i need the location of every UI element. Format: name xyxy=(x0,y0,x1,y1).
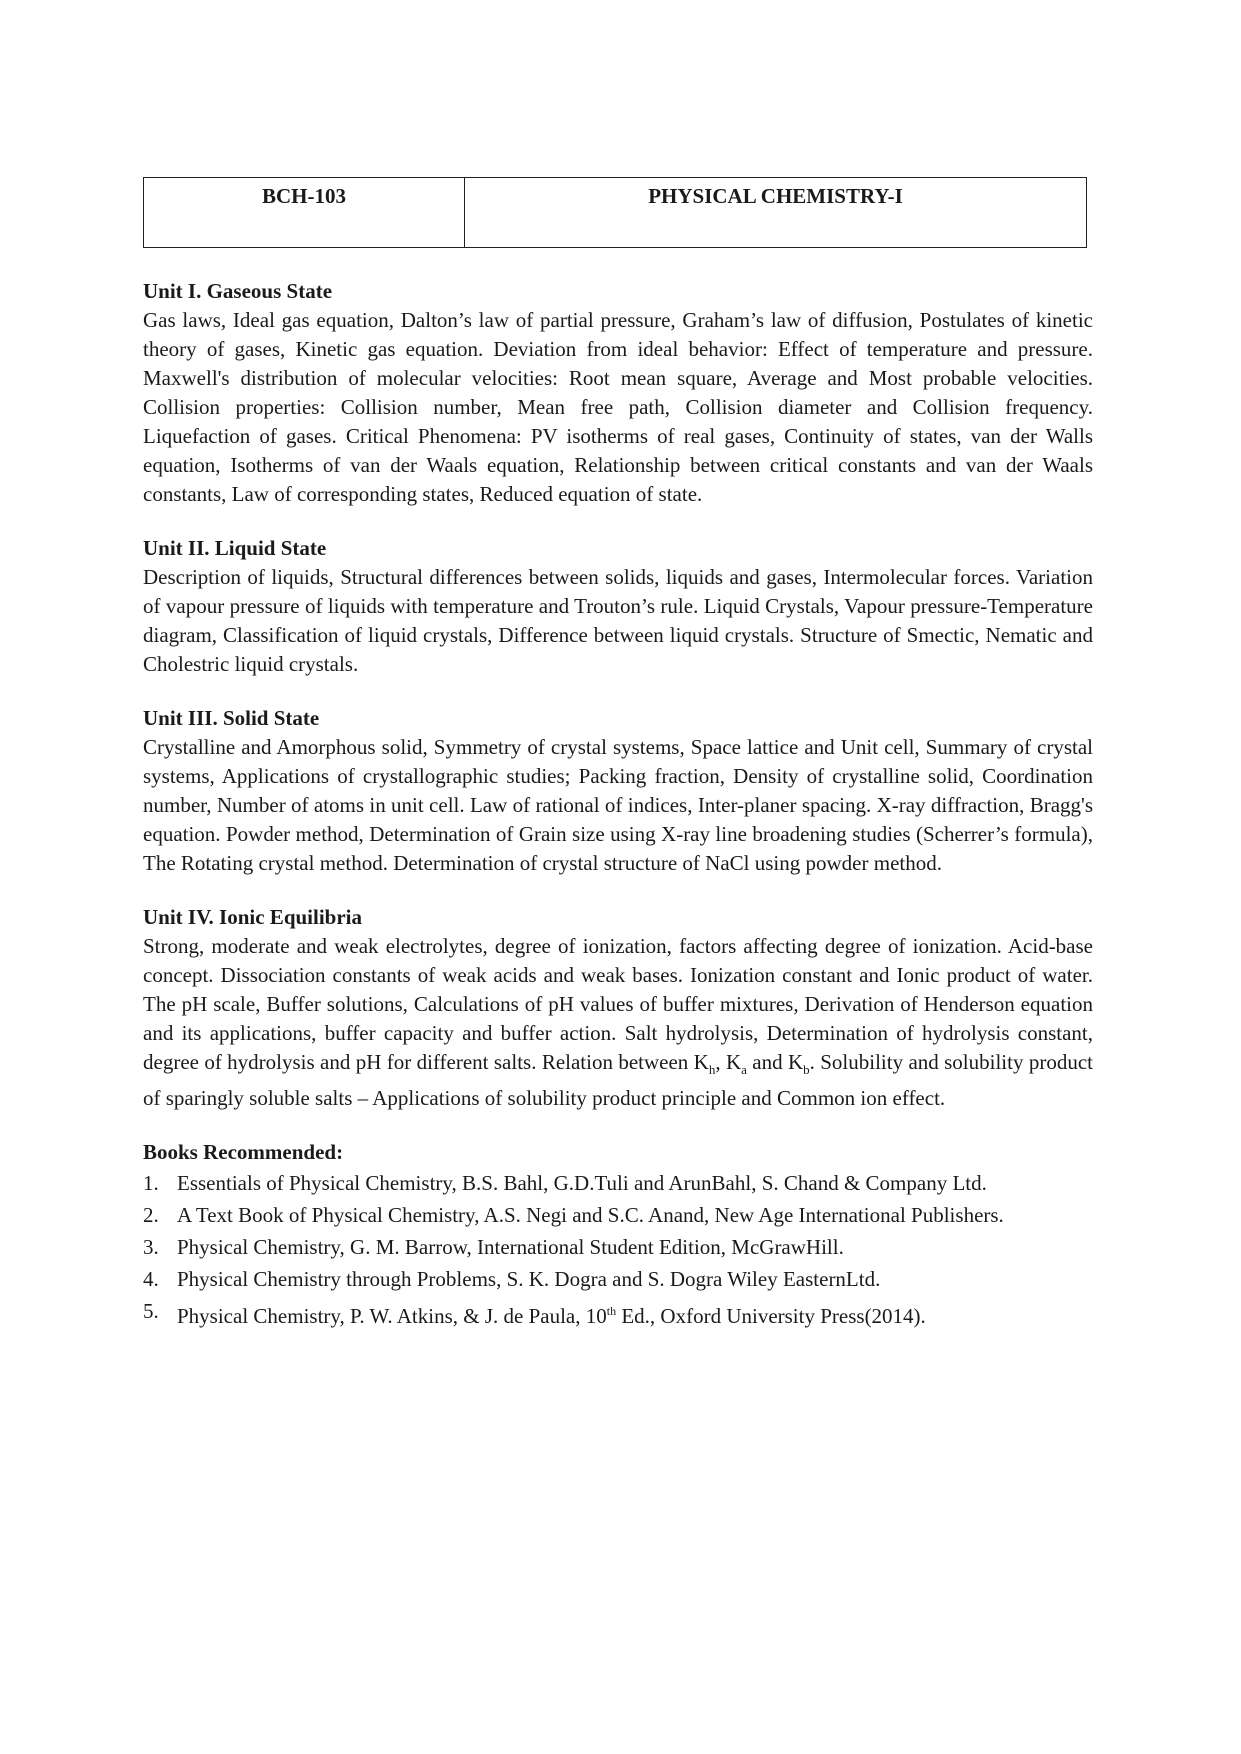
books-list xyxy=(143,1169,1093,1331)
book-text-post: Ed., Oxford University Press(2014). xyxy=(616,1304,926,1329)
book-number: 3. xyxy=(143,1235,159,1260)
book-item xyxy=(143,1201,1077,1230)
unit-1-section xyxy=(143,277,1093,509)
unit-4-sep2: and K xyxy=(746,1050,804,1074)
book-text: Physical Chemistry through Problems, S. K. Dogra and S. Dogra Wiley EasternLtd. xyxy=(177,1267,881,1292)
books-section xyxy=(143,1138,1093,1331)
book-text-pre: Physical Chemistry, P. W. Atkins, & J. de Paula, 10 xyxy=(177,1304,607,1329)
unit-3-body: Crystalline and Amorphous solid, Symmetry of crystal systems, Space lattice and Unit cell, Summary of crystal systems, Applications of crystallographic studies; Packing fraction, Density of crystalline solid, Coordination number, Number of atoms in unit cell. Law of rational of indices, Inter-planer spacing. X-ray diffraction, Bragg's equation. Powder method, Determination of Grain size using X-ray line broadening studies (Scherrer’s formula), The Rotating crystal method. Determination of crystal structure of NaCl using powder method. xyxy=(143,735,1093,875)
course-code: BCH-103 xyxy=(144,178,465,248)
unit-4-body-part2: . Solubility and solubility product of sparingly soluble salts – Applications of solubility product principle and Common ion effect. xyxy=(143,1050,1093,1111)
unit-4-body xyxy=(143,932,1093,1113)
book-number: 2. xyxy=(143,1203,159,1228)
unit-1-title: Unit I. Gaseous State xyxy=(143,279,333,303)
book-text: Essentials of Physical Chemistry, B.S. Bahl, G.D.Tuli and ArunBahl, S. Chand & Company Ltd. xyxy=(177,1171,987,1196)
unit-4-title: Unit IV. Ionic Equilibria xyxy=(143,905,363,929)
unit-2-body: Description of liquids, Structural differences between solids, liquids and gases, Intermolecular forces. Variation of vapour pressure of liquids with temperature and Trouton’s rule. Liquid Crystals, Vapour pressure-Temperature diagram, Classification of liquid crystals, Difference between liquid crystals. Structure of Smectic, Nematic and Cholestric liquid crystals. xyxy=(143,565,1093,676)
book-text: A Text Book of Physical Chemistry, A.S. Negi and S.C. Anand, New Age International Publishers. xyxy=(177,1203,1004,1228)
unit-4-section xyxy=(143,903,1093,1113)
subscript-a: a xyxy=(741,1062,747,1078)
unit-3-title: Unit III. Solid State xyxy=(143,706,320,730)
subscript-h: h xyxy=(708,1062,716,1078)
subscript-b: b xyxy=(803,1062,810,1078)
book-number: 1. xyxy=(143,1171,159,1196)
syllabus-content xyxy=(143,277,1093,1334)
book-item xyxy=(143,1169,1077,1198)
book-number: 4. xyxy=(143,1267,159,1292)
edition-superscript: th xyxy=(606,1304,617,1319)
book-number: 5. xyxy=(143,1299,159,1324)
book-item xyxy=(143,1265,1077,1294)
unit-4-body-part1: Strong, moderate and weak electrolytes, degree of ionization, factors affecting degree of ionization. Acid-base concept. Dissociation constants of weak acids and weak bases. Ionization constant and Ionic product of water. The pH scale, Buffer solutions, Calculations of pH values of buffer mixtures, Derivation of Henderson equation and its applications, buffer capacity and buffer action. Salt hydrolysis, Determination of hydrolysis constant, degree of hydrolysis and pH for different salts. Relation between K xyxy=(143,934,1093,1074)
book-item xyxy=(143,1297,1077,1331)
unit-1-body: Gas laws, Ideal gas equation, Dalton’s law of partial pressure, Graham’s law of diffusion, Postulates of kinetic theory of gases, Kinetic gas equation. Deviation from ideal behavior: Effect of temperature and pressure. Maxwell's distribution of molecular velocities: Root mean square, Average and Most probable velocities. Collision properties: Collision number, Mean free path, Collision diameter and Collision frequency. Liquefaction of gases. Critical Phenomena: PV isotherms of real gases, Continuity of states, van der Walls equation, Isotherms of van der Waals equation, Relationship between critical constants and van der Waals constants, Law of corresponding states, Reduced equation of state. xyxy=(143,308,1093,506)
unit-2-section xyxy=(143,534,1093,679)
book-text: Physical Chemistry, G. M. Barrow, International Student Edition, McGrawHill. xyxy=(177,1235,844,1260)
unit-2-title: Unit II. Liquid State xyxy=(143,536,327,560)
unit-4-sep1: , K xyxy=(715,1050,742,1074)
course-title: PHYSICAL CHEMISTRY-I xyxy=(465,178,1087,248)
book-item xyxy=(143,1233,1077,1262)
unit-3-section xyxy=(143,704,1093,878)
course-header-table xyxy=(143,177,1087,248)
books-title: Books Recommended: xyxy=(143,1140,344,1165)
